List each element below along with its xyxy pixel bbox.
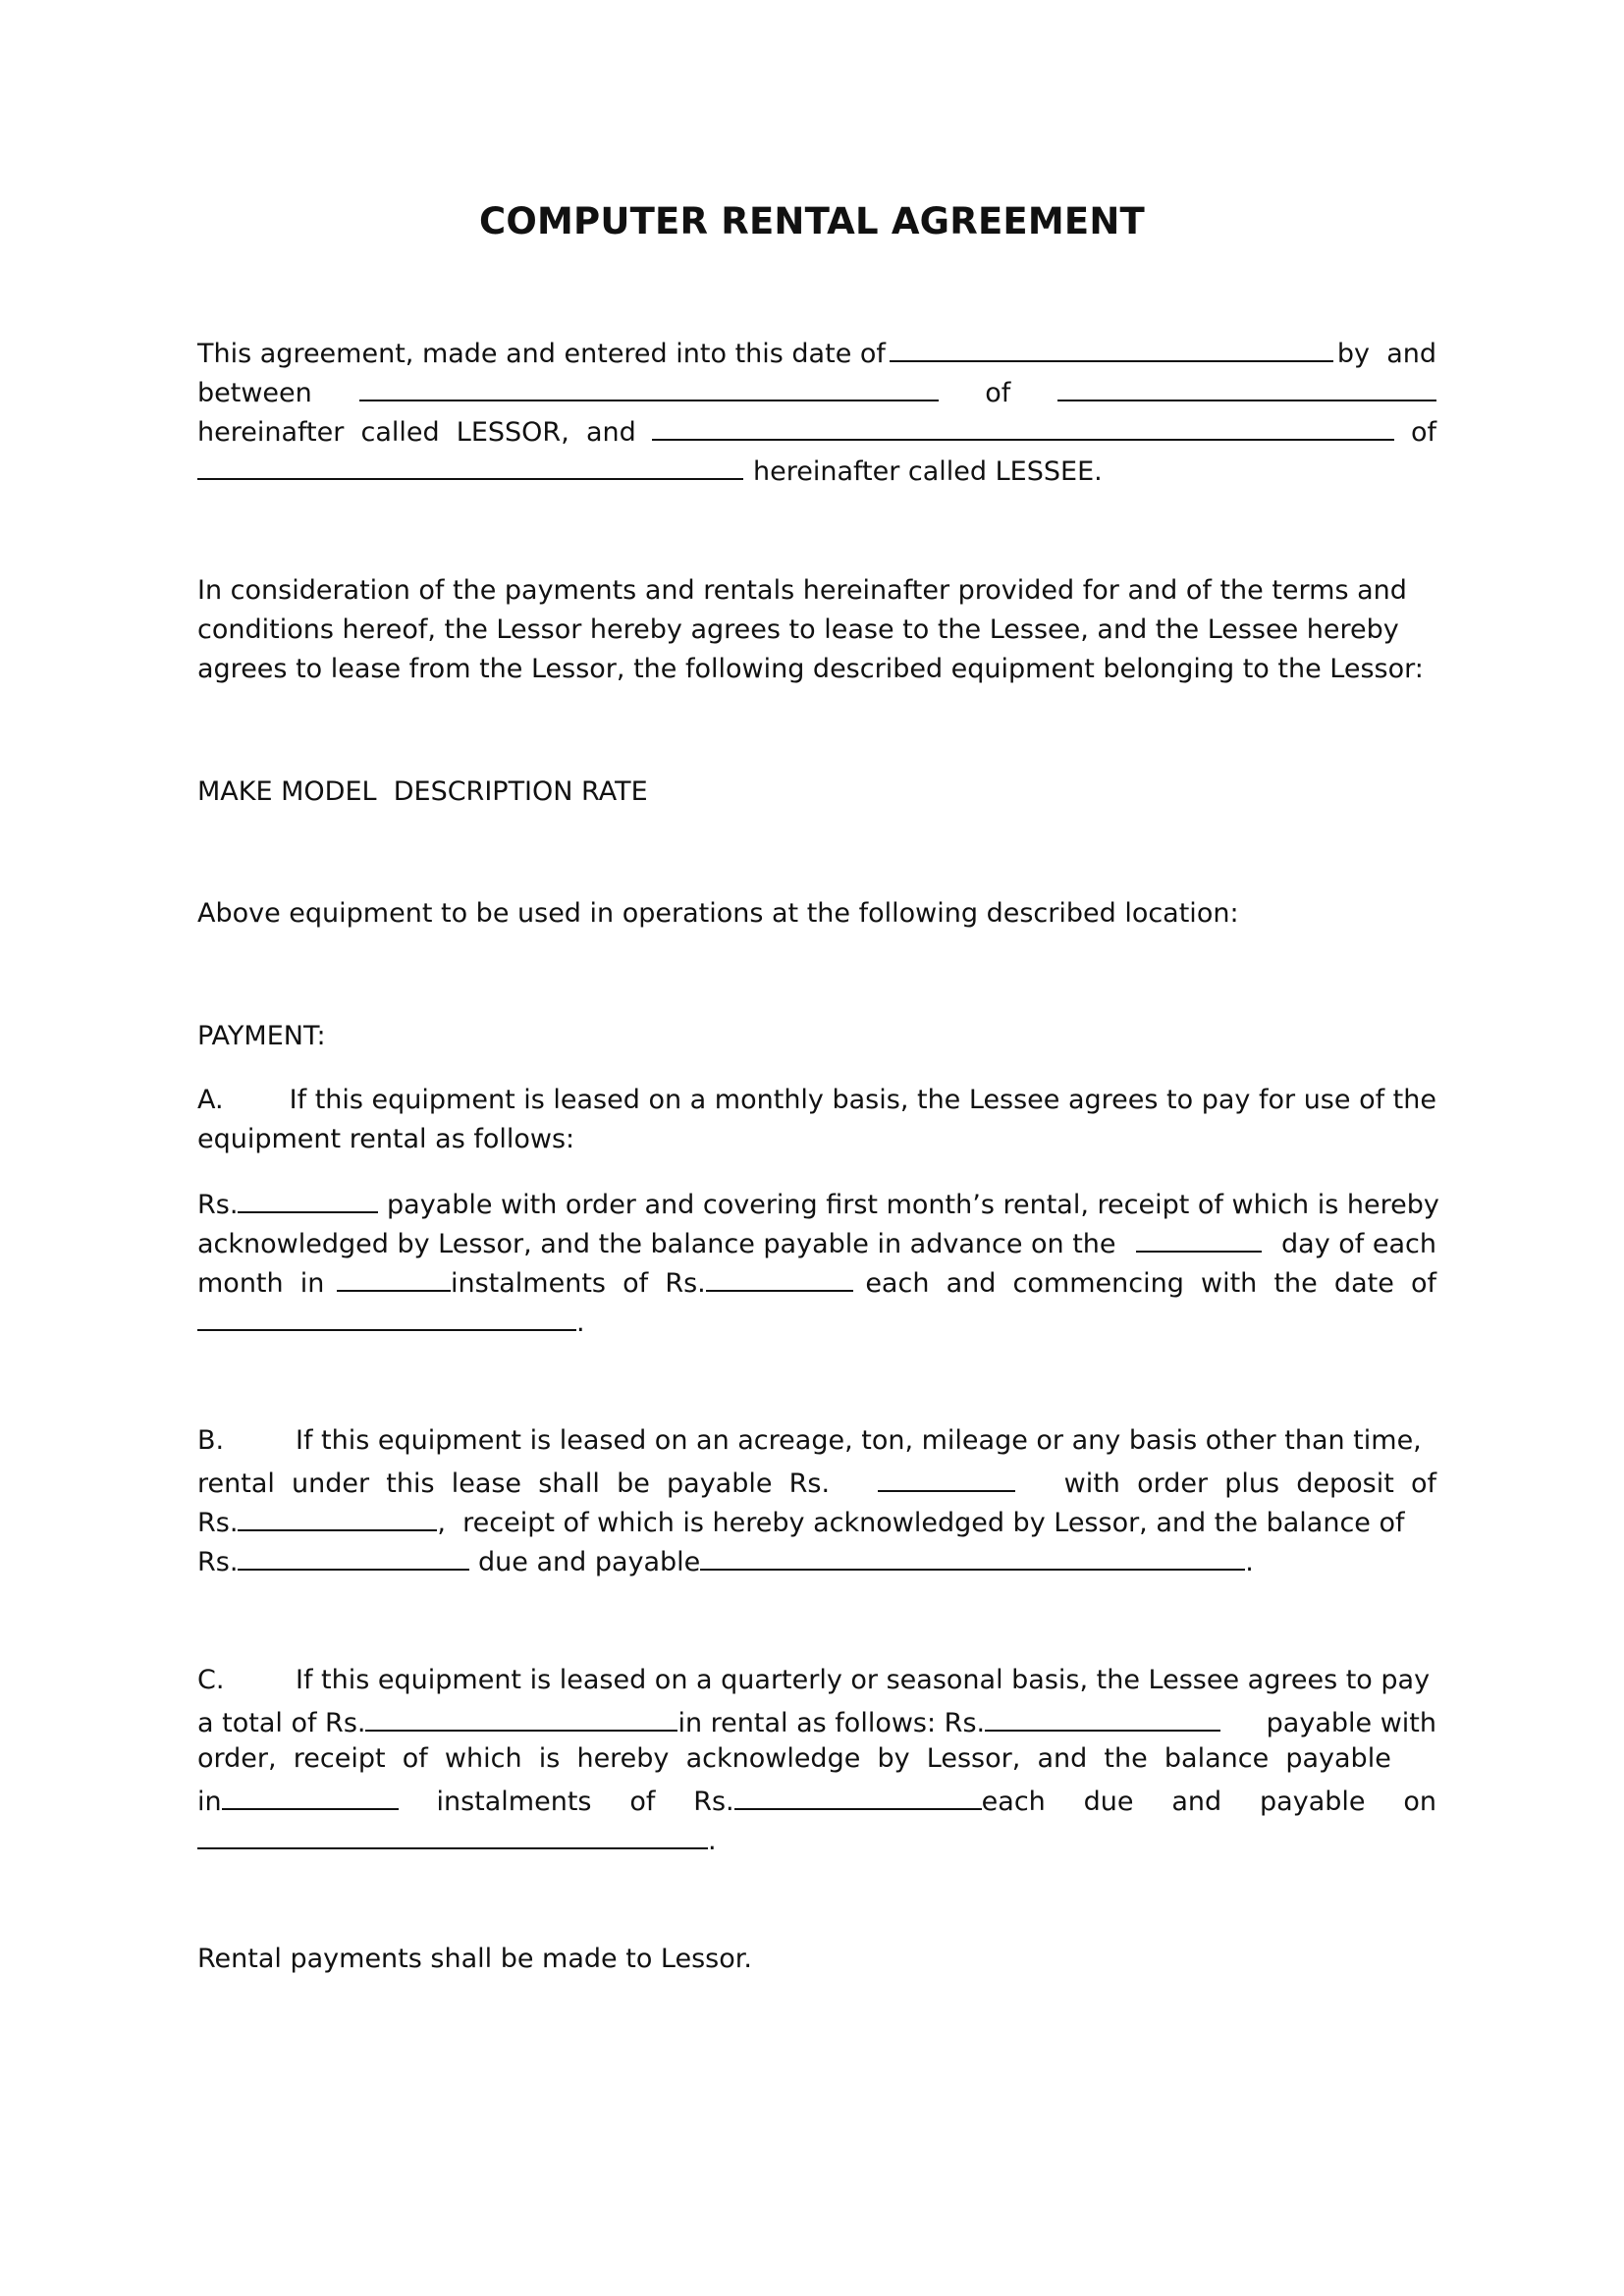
consideration-line-2: conditions hereof, the Lessor hereby agrees to lease to the Lessee, and the Lessee hereby (197, 614, 1399, 645)
period-mark: . (708, 1826, 717, 1856)
document-title: COMPUTER RENTAL AGREEMENT (478, 200, 1145, 242)
section-a-text: If this equipment is leased on a monthly basis, the Lessee agrees to pay for use of the (289, 1085, 1436, 1115)
location-line: Above equipment to be used in operations at the following described location: (197, 898, 1239, 929)
section-a-text: payable with order and covering first month’s rental, receipt of which is hereby (378, 1190, 1439, 1220)
section-b-line-1 (197, 1421, 1436, 1461)
first-payment-blank (238, 1182, 378, 1213)
section-a-text: day of each (1281, 1229, 1436, 1259)
lessor-name-blank (359, 370, 939, 401)
currency-label: Rs. (693, 1787, 734, 1817)
section-a-para2-line-3 (197, 1260, 1436, 1300)
section-c-text: instalments (436, 1787, 592, 1817)
equipment-header: MAKE MODEL DESCRIPTION RATE (197, 776, 648, 807)
section-a-label: A. (197, 1085, 224, 1115)
section-a-line-1 (197, 1081, 1436, 1120)
section-a-line-2: equipment rental as follows: (197, 1124, 575, 1154)
section-c-text: payable with (1258, 1708, 1436, 1738)
section-b-line-3 (197, 1500, 1436, 1539)
intro-text: of (985, 378, 1011, 408)
section-c-line-1 (197, 1661, 1436, 1700)
currency-label: Rs. (197, 1547, 239, 1577)
intro-line-1 (197, 331, 1436, 370)
section-c-text: and (1171, 1787, 1222, 1817)
closing-line: Rental payments shall be made to Lessor. (197, 1944, 752, 1974)
intro-text: of (1410, 417, 1436, 448)
section-c-text: of (629, 1787, 656, 1817)
intro-line-3 (197, 409, 1436, 449)
lessor-address-blank (1057, 370, 1436, 401)
in-group (197, 1779, 399, 1822)
instalment-count-blank (337, 1260, 451, 1292)
section-c-line-3: order, receipt of which is hereby acknowledge by Lessor, and the balance payable (197, 1743, 1391, 1774)
quarterly-instalment-count-blank (222, 1779, 399, 1810)
consideration-line-1: In consideration of the payments and rentals hereinafter provided for and of the terms and (197, 575, 1407, 606)
currency-label: Rs. (197, 1190, 239, 1220)
section-c-line-4 (197, 1779, 1436, 1818)
section-c-text: due (1083, 1787, 1134, 1817)
instalment-amount-blank (706, 1260, 853, 1292)
rs-each-group (693, 1779, 1046, 1822)
section-b-line-4 (197, 1539, 1436, 1578)
section-c-text: each (981, 1787, 1046, 1817)
section-c-text: in (197, 1787, 222, 1817)
instalments-group (337, 1260, 853, 1304)
intro-line-2 (197, 370, 1436, 409)
deposit-blank (238, 1500, 437, 1531)
section-a-text: month in (197, 1268, 325, 1299)
intro-text: hereinafter called LESSOR, and (197, 417, 636, 448)
section-c-label: C. (197, 1665, 225, 1695)
section-c-text: a total of Rs. (197, 1708, 366, 1738)
section-c-text: payable (1260, 1787, 1366, 1817)
section-a-text: acknowledged by Lessor, and the balance payable in advance on the (197, 1229, 1116, 1259)
period-mark: . (576, 1308, 585, 1338)
section-b-text: with order plus deposit of (1063, 1468, 1436, 1499)
currency-label: Rs. (197, 1508, 239, 1538)
intro-text: hereinafter called LESSEE. (753, 456, 1103, 487)
section-b-line-2 (197, 1461, 1436, 1500)
section-b-text: If this equipment is leased on an acreage, ton, mileage or any basis other than time, (296, 1425, 1422, 1456)
intro-line-4 (197, 449, 1436, 488)
payable-amount-blank (878, 1461, 1015, 1492)
section-c-text: in rental as follows: Rs. (677, 1708, 986, 1738)
lessee-address-blank (197, 449, 743, 480)
quarterly-instalment-amount-blank (734, 1779, 982, 1810)
total-group (197, 1700, 1220, 1743)
intro-text: This agreement, made and entered into this date of (197, 339, 886, 369)
section-b-text: rental under this lease shall be payable Rs. (197, 1468, 831, 1499)
section-a-text: each and commencing with the date of (865, 1268, 1436, 1299)
quarterly-due-date-blank (197, 1818, 708, 1849)
section-a-para2-line-1 (197, 1182, 1439, 1221)
section-c-text: If this equipment is leased on a quarterly or seasonal basis, the Lessee agrees to pay (296, 1665, 1431, 1695)
total-amount-blank (365, 1700, 677, 1732)
section-b-text: due and payable (469, 1547, 701, 1577)
intro-text: by and (1336, 339, 1436, 369)
payment-heading: PAYMENT: (197, 1021, 326, 1051)
section-c-text: on (1403, 1787, 1436, 1817)
section-a-para2-line-2 (197, 1221, 1436, 1260)
payment-day-blank (1136, 1221, 1262, 1253)
section-b-text: , receipt of which is hereby acknowledged by Lessor, and the balance of (437, 1508, 1405, 1538)
intro-text: between (197, 378, 312, 408)
lessee-name-blank (652, 409, 1394, 441)
section-c-line-2 (197, 1700, 1436, 1739)
due-terms-blank (700, 1539, 1245, 1571)
consideration-line-3: agrees to lease from the Lessor, the following described equipment belonging to the Lessor: (197, 654, 1424, 684)
section-a-para2-line-4 (197, 1300, 1436, 1339)
section-a-text: instalments of Rs. (450, 1268, 706, 1299)
period-mark: . (1245, 1547, 1254, 1577)
order-amount-blank (985, 1700, 1220, 1732)
commencement-date-blank (197, 1300, 576, 1331)
date-blank (890, 331, 1333, 362)
balance-blank (238, 1539, 469, 1571)
section-c-line-5 (197, 1818, 1436, 1857)
section-b-label: B. (197, 1425, 225, 1456)
